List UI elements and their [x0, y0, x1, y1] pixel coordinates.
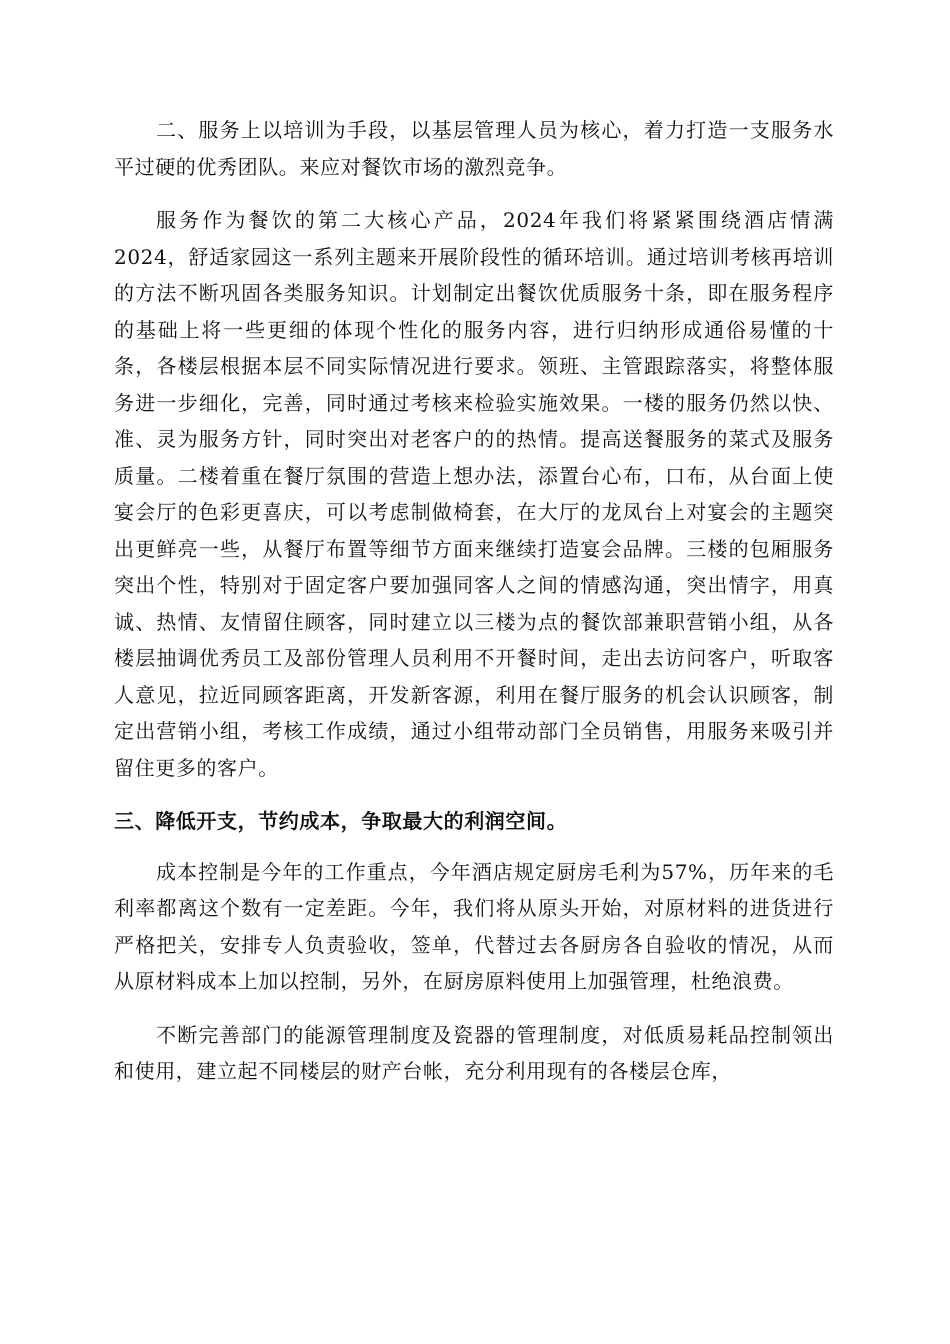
section-heading-cost-control: 三、降低开支，节约成本，争取最大的利润空间。 — [114, 809, 568, 833]
document-body — [114, 112, 834, 1107]
paragraph-cost-control: 成本控制是今年的工作重点，今年酒店规定厨房毛利为57%，历年来的毛利率都离这个数有一定差距。今年，我们将从原头开始，对原材料的进货进行严格把关，安排专人负责验收，签单，代替过去各厨房各自验收的情况，从而从原材料成本上加以控制，另外，在厨房原料使用上加强管理，杜绝浪费。 — [114, 859, 834, 993]
paragraph-service-training-title: 二、服务上以培训为手段，以基层管理人员为核心，着力打造一支服务水平过硬的优秀团队。来应对餐饮市场的激烈竞争。 — [114, 118, 834, 179]
paragraph-service-training-body: 服务作为餐饮的第二大核心产品，2024年我们将紧紧围绕酒店情满2024，舒适家园这一系列主题来开展阶段性的循环培训。通过培训考核再培训的方法不断巩固各类服务知识。计划制定出餐饮优质服务十条，即在服务程序的基础上将一些更细的体现个性化的服务内容，进行归纳形成通俗易懂的十条，各楼层根据本层不同实际情况进行要求。领班、主管跟踪落实，将整体服务进一步细化，完善，同时通过考核来检验实施效果。一楼的服务仍然以快、准、灵为服务方针，同时突出对老客户的的热情。提高送餐服务的菜式及服务质量。二楼着重在餐厅氛围的营造上想办法，添置台心布，口布，从台面上使宴会厅的色彩更喜庆，可以考虑制做椅套，在大厅的龙凤台上对宴会的主题突出更鲜亮一些，从餐厅布置等细节方面来继续打造宴会品牌。三楼的包厢服务突出个性，特别对于固定客户要加强同客人之间的情感沟通，突出情字，用真诚、热情、友情留住顾客，同时建立以三楼为点的餐饮部兼职营销小组，从各楼层抽调优秀员工及部份管理人员利用不开餐时间，走出去访问客户，听取客人意见，拉近同顾客距离，开发新客源，利用在餐厅服务的机会认识顾客，制定出营销小组，考核工作成绩，通过小组带动部门全员销售，用服务来吸引并留住更多的客户。 — [114, 208, 834, 780]
paragraph-energy-management: 不断完善部门的能源管理制度及瓷器的管理制度，对低质易耗品控制领出和使用，建立起不同楼层的财产台帐，充分利用现有的各楼层仓库， — [114, 1022, 834, 1083]
